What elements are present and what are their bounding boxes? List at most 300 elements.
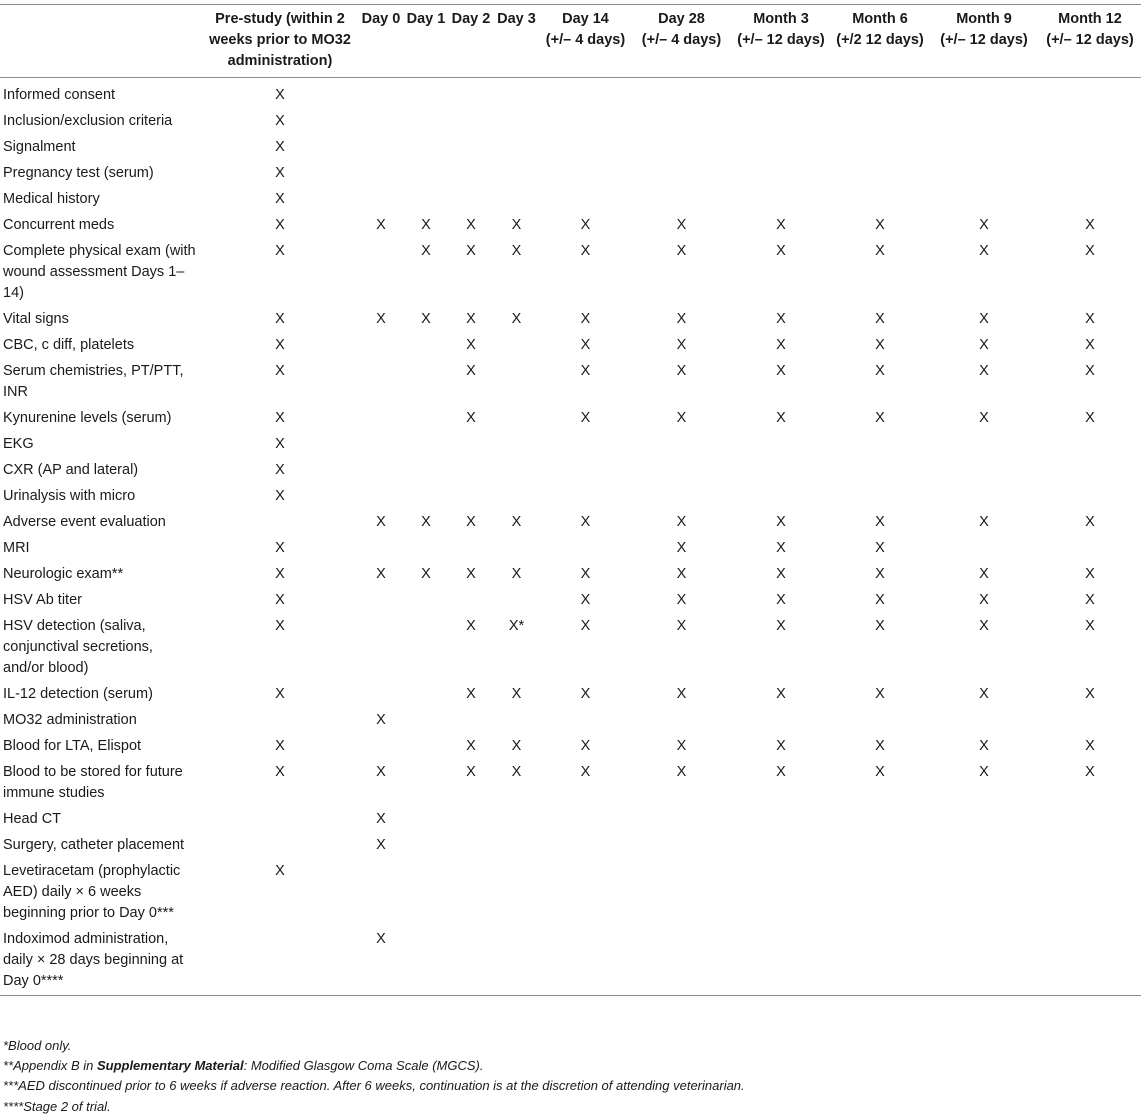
- mark-cell: [202, 833, 358, 859]
- mark-cell: X: [580, 592, 591, 608]
- mark-cell: [929, 135, 1039, 161]
- table-row: [0, 307, 1141, 333]
- activity-cell: Vital signs: [3, 311, 69, 327]
- mark-cell: [494, 833, 539, 859]
- table-row: [0, 562, 1141, 588]
- table-row: [0, 859, 1141, 927]
- mark-cell: [539, 927, 632, 996]
- mark-cell: X: [875, 764, 885, 780]
- mark-cell: [632, 708, 731, 734]
- activity-cell: IL-12 detection (serum): [3, 686, 153, 702]
- mark-cell: X: [511, 243, 522, 259]
- mark-cell: [929, 161, 1039, 187]
- mark-cell: [404, 859, 448, 927]
- mark-cell: [632, 859, 731, 927]
- mark-cell: X: [580, 514, 591, 530]
- activity-cell: Levetiracetam (prophylactic AED) daily × 6 weeks beginning prior to Day 0***: [3, 863, 181, 921]
- footnote-2: [3, 1056, 745, 1076]
- mark-cell: X: [580, 217, 591, 233]
- mark-cell: X: [979, 592, 989, 608]
- mark-cell: X: [275, 139, 285, 155]
- mark-cell: X: [421, 217, 431, 233]
- mark-cell: X: [580, 566, 591, 582]
- activity-cell: Complete physical exam (with wound assessment Days 1–14): [3, 243, 196, 301]
- mark-cell: [539, 536, 632, 562]
- table-row: [0, 458, 1141, 484]
- mark-cell: [494, 432, 539, 458]
- header-line: (+/– 12 days): [940, 32, 1028, 48]
- mark-cell: X: [358, 927, 404, 996]
- mark-cell: X: [376, 311, 386, 327]
- mark-cell: X: [676, 618, 687, 634]
- mark-cell: X: [676, 410, 687, 426]
- mark-cell: [448, 187, 494, 213]
- mark-cell: [358, 161, 404, 187]
- mark-cell: X: [1085, 363, 1095, 379]
- mark-cell: X: [676, 686, 687, 702]
- mark-cell: [404, 333, 448, 359]
- mark-cell: X: [466, 738, 476, 754]
- mark-cell: X: [466, 566, 476, 582]
- header-line: administration): [227, 53, 333, 69]
- mark-cell: [632, 135, 731, 161]
- mark-cell: [448, 833, 494, 859]
- header-line: Month 6: [852, 11, 908, 27]
- mark-cell: [731, 859, 831, 927]
- mark-cell: [494, 588, 539, 614]
- schedule-of-events-table: [0, 4, 1141, 996]
- mark-cell: X: [979, 514, 989, 530]
- mark-cell: [494, 484, 539, 510]
- header-cell-7: [632, 5, 731, 78]
- mark-cell: [731, 135, 831, 161]
- footnote-2-bold: Supplementary Material: [96, 1058, 244, 1074]
- mark-cell: X: [275, 165, 285, 181]
- mark-cell: [831, 187, 929, 213]
- mark-cell: [539, 109, 632, 135]
- activity-cell: MO32 administration: [3, 712, 137, 728]
- mark-cell: [202, 708, 358, 734]
- mark-cell: [358, 536, 404, 562]
- mark-cell: X: [376, 217, 386, 233]
- activity-cell: Adverse event evaluation: [3, 514, 166, 530]
- mark-cell: X: [875, 410, 885, 426]
- mark-cell: [448, 78, 494, 110]
- mark-cell: X: [376, 764, 386, 780]
- mark-cell: X: [875, 738, 885, 754]
- mark-cell: X: [776, 738, 786, 754]
- mark-cell: [358, 682, 404, 708]
- mark-cell: X: [421, 311, 431, 327]
- mark-cell: [448, 458, 494, 484]
- mark-cell: [202, 510, 358, 536]
- mark-cell: X: [875, 566, 885, 582]
- mark-cell: X: [1085, 566, 1095, 582]
- mark-cell: X: [275, 618, 285, 634]
- mark-cell: X: [466, 686, 476, 702]
- mark-cell: [831, 708, 929, 734]
- header-line: Month 12: [1058, 11, 1122, 27]
- mark-cell: [1039, 833, 1141, 859]
- mark-cell: X: [275, 764, 285, 780]
- activity-cell: Neurologic exam**: [3, 566, 124, 582]
- mark-cell: [929, 927, 1039, 996]
- activity-cell: Informed consent: [3, 87, 116, 103]
- mark-cell: [929, 78, 1039, 110]
- table-row: [0, 135, 1141, 161]
- mark-cell: X: [979, 618, 989, 634]
- mark-cell: X: [1085, 243, 1095, 259]
- mark-cell: X: [776, 764, 786, 780]
- mark-cell: X: [979, 363, 989, 379]
- mark-cell: [404, 135, 448, 161]
- mark-cell: X: [275, 592, 285, 608]
- header-line: Day 2: [451, 11, 491, 27]
- mark-cell: X*: [508, 618, 525, 634]
- header-cell-2: [358, 5, 404, 78]
- activity-cell: Urinalysis with micro: [3, 488, 136, 504]
- mark-cell: [358, 239, 404, 307]
- header-line: weeks prior to MO32: [209, 32, 351, 48]
- mark-cell: [358, 859, 404, 927]
- mark-cell: [358, 359, 404, 406]
- header-cell-3: [404, 5, 448, 78]
- mark-cell: [929, 807, 1039, 833]
- mark-cell: X: [580, 363, 591, 379]
- header-cell-8: [731, 5, 831, 78]
- mark-cell: [929, 109, 1039, 135]
- mark-cell: [358, 135, 404, 161]
- mark-cell: X: [511, 514, 522, 530]
- table-row: [0, 708, 1141, 734]
- mark-cell: X: [421, 566, 431, 582]
- header-cell-1: [202, 5, 358, 78]
- mark-cell: X: [1085, 311, 1095, 327]
- header-line: Day 0: [361, 11, 401, 27]
- mark-cell: [358, 614, 404, 682]
- mark-cell: X: [275, 488, 285, 504]
- header-line: Month 9: [956, 11, 1012, 27]
- mark-cell: X: [875, 686, 885, 702]
- mark-cell: [831, 432, 929, 458]
- mark-cell: X: [275, 863, 285, 879]
- activity-cell: Inclusion/exclusion criteria: [3, 113, 173, 129]
- mark-cell: X: [875, 311, 885, 327]
- footnote-3: ***AED discontinued prior to 6 weeks if adverse reaction. After 6 weeks, continuation is at the discretion of attending veterinarian.: [3, 1078, 745, 1094]
- mark-cell: [358, 734, 404, 760]
- mark-cell: [404, 536, 448, 562]
- mark-cell: X: [376, 566, 386, 582]
- mark-cell: [358, 432, 404, 458]
- mark-cell: X: [979, 566, 989, 582]
- mark-cell: [831, 484, 929, 510]
- mark-cell: X: [275, 113, 285, 129]
- mark-cell: X: [275, 311, 285, 327]
- mark-cell: [448, 161, 494, 187]
- mark-cell: [404, 78, 448, 110]
- mark-cell: X: [676, 514, 687, 530]
- activity-cell: Kynurenine levels (serum): [3, 410, 172, 426]
- mark-cell: [448, 927, 494, 996]
- mark-cell: X: [776, 410, 786, 426]
- mark-cell: [448, 708, 494, 734]
- table-row: [0, 510, 1141, 536]
- mark-cell: [358, 588, 404, 614]
- activity-cell: Pregnancy test (serum): [3, 165, 154, 181]
- mark-cell: [539, 807, 632, 833]
- mark-cell: X: [421, 514, 431, 530]
- mark-cell: [731, 187, 831, 213]
- mark-cell: X: [979, 311, 989, 327]
- mark-cell: [404, 432, 448, 458]
- table-row: [0, 213, 1141, 239]
- table-footnotes: [3, 1036, 745, 1117]
- mark-cell: X: [676, 566, 687, 582]
- mark-cell: [202, 927, 358, 996]
- mark-cell: X: [466, 243, 476, 259]
- mark-cell: [1039, 807, 1141, 833]
- mark-cell: [929, 458, 1039, 484]
- mark-cell: X: [875, 363, 885, 379]
- mark-cell: [731, 708, 831, 734]
- activity-cell: CBC, c diff, platelets: [3, 337, 135, 353]
- mark-cell: X: [275, 436, 285, 452]
- mark-cell: X: [979, 686, 989, 702]
- mark-cell: [831, 927, 929, 996]
- table-row: [0, 588, 1141, 614]
- mark-cell: [404, 614, 448, 682]
- mark-cell: X: [875, 243, 885, 259]
- table-row: [0, 333, 1141, 359]
- mark-cell: X: [776, 311, 786, 327]
- mark-cell: X: [466, 764, 476, 780]
- mark-cell: X: [1085, 618, 1095, 634]
- mark-cell: [632, 484, 731, 510]
- mark-cell: X: [376, 837, 386, 853]
- mark-cell: [404, 708, 448, 734]
- mark-cell: [539, 458, 632, 484]
- mark-cell: [202, 807, 358, 833]
- mark-cell: [358, 406, 404, 432]
- header-cell-6: [539, 5, 632, 78]
- mark-cell: X: [979, 243, 989, 259]
- mark-cell: X: [466, 337, 476, 353]
- table-row: [0, 109, 1141, 135]
- mark-cell: X: [676, 592, 687, 608]
- mark-cell: X: [275, 686, 285, 702]
- mark-cell: [494, 78, 539, 110]
- mark-cell: [358, 333, 404, 359]
- table-row: [0, 359, 1141, 406]
- mark-cell: X: [1085, 686, 1095, 702]
- mark-cell: [494, 359, 539, 406]
- mark-cell: [831, 109, 929, 135]
- table-row: [0, 161, 1141, 187]
- table-row: [0, 734, 1141, 760]
- mark-cell: X: [676, 363, 687, 379]
- mark-cell: [831, 458, 929, 484]
- mark-cell: [404, 682, 448, 708]
- mark-cell: X: [1085, 738, 1095, 754]
- mark-cell: X: [979, 337, 989, 353]
- mark-cell: X: [275, 217, 285, 233]
- mark-cell: [1039, 135, 1141, 161]
- table-row: [0, 682, 1141, 708]
- mark-cell: [831, 78, 929, 110]
- mark-cell: X: [676, 738, 687, 754]
- mark-cell: [404, 458, 448, 484]
- activity-cell: Blood for LTA, Elispot: [3, 738, 142, 754]
- table-row: [0, 406, 1141, 432]
- mark-cell: X: [376, 811, 386, 827]
- mark-cell: X: [511, 217, 522, 233]
- mark-cell: [929, 708, 1039, 734]
- table-row: [0, 760, 1141, 807]
- mark-cell: X: [275, 243, 285, 259]
- mark-cell: [494, 333, 539, 359]
- mark-cell: [358, 78, 404, 110]
- mark-cell: X: [511, 311, 522, 327]
- mark-cell: [494, 927, 539, 996]
- mark-cell: [632, 109, 731, 135]
- header-line: Month 3: [753, 11, 809, 27]
- table-row: [0, 807, 1141, 833]
- header-line: Pre-study (within 2: [215, 11, 345, 27]
- mark-cell: [404, 588, 448, 614]
- activity-cell: Blood to be stored for future immune studies: [3, 764, 183, 801]
- mark-cell: [929, 859, 1039, 927]
- mark-cell: [539, 187, 632, 213]
- mark-cell: [448, 807, 494, 833]
- mark-cell: X: [275, 738, 285, 754]
- mark-cell: [539, 484, 632, 510]
- mark-cell: X: [511, 738, 522, 754]
- mark-cell: [1039, 484, 1141, 510]
- mark-cell: X: [979, 738, 989, 754]
- activity-cell: Surgery, catheter placement: [3, 837, 185, 853]
- activity-cell: Signalment: [3, 139, 76, 155]
- mark-cell: X: [466, 410, 476, 426]
- mark-cell: X: [776, 243, 786, 259]
- header-cell-9: [831, 5, 929, 78]
- header-line: (+/2 12 days): [836, 32, 924, 48]
- activity-cell: Medical history: [3, 191, 100, 207]
- activity-cell: HSV detection (saliva, conjunctival secretions, and/or blood): [3, 618, 153, 676]
- mark-cell: [448, 484, 494, 510]
- header-line: (+/– 4 days): [641, 32, 722, 48]
- mark-cell: [731, 78, 831, 110]
- mark-cell: [1039, 859, 1141, 927]
- mark-cell: [404, 807, 448, 833]
- mark-cell: X: [979, 410, 989, 426]
- footnote-1: *Blood only.: [3, 1038, 72, 1053]
- mark-cell: [929, 187, 1039, 213]
- mark-cell: X: [275, 462, 285, 478]
- mark-cell: [1039, 109, 1141, 135]
- mark-cell: [448, 536, 494, 562]
- mark-cell: X: [875, 217, 885, 233]
- mark-cell: X: [376, 514, 386, 530]
- mark-cell: X: [580, 686, 591, 702]
- mark-cell: X: [580, 410, 591, 426]
- mark-cell: [831, 833, 929, 859]
- mark-cell: X: [466, 618, 476, 634]
- mark-cell: X: [875, 514, 885, 530]
- mark-cell: [831, 135, 929, 161]
- mark-cell: X: [676, 217, 687, 233]
- mark-cell: X: [580, 618, 591, 634]
- mark-cell: X: [421, 243, 431, 259]
- mark-cell: X: [275, 540, 285, 556]
- mark-cell: [404, 109, 448, 135]
- footnote-2-suffix: : Modified Glasgow Coma Scale (MGCS).: [243, 1058, 484, 1074]
- mark-cell: X: [376, 712, 386, 728]
- mark-cell: X: [466, 217, 476, 233]
- table-row: [0, 536, 1141, 562]
- mark-cell: X: [580, 243, 591, 259]
- mark-cell: [494, 708, 539, 734]
- mark-cell: [929, 833, 1039, 859]
- header-cell-4: [448, 5, 494, 78]
- mark-cell: [494, 406, 539, 432]
- mark-cell: [448, 109, 494, 135]
- table-header-row: [0, 5, 1141, 78]
- mark-cell: X: [580, 738, 591, 754]
- mark-cell: X: [875, 592, 885, 608]
- mark-cell: [929, 536, 1039, 562]
- mark-cell: [1039, 458, 1141, 484]
- mark-cell: [494, 859, 539, 927]
- mark-cell: [404, 161, 448, 187]
- mark-cell: [404, 187, 448, 213]
- activity-cell: EKG: [3, 436, 34, 452]
- mark-cell: X: [979, 217, 989, 233]
- mark-cell: [1039, 187, 1141, 213]
- mark-cell: [494, 187, 539, 213]
- mark-cell: [448, 432, 494, 458]
- mark-cell: [358, 458, 404, 484]
- mark-cell: X: [676, 311, 687, 327]
- mark-cell: X: [580, 764, 591, 780]
- mark-cell: [404, 359, 448, 406]
- header-line: Day 14: [562, 11, 609, 27]
- mark-cell: [539, 135, 632, 161]
- mark-cell: [539, 708, 632, 734]
- mark-cell: X: [676, 540, 687, 556]
- table-body: [0, 78, 1141, 996]
- table-row: [0, 239, 1141, 307]
- header-line: (+/– 4 days): [545, 32, 626, 48]
- mark-cell: [632, 161, 731, 187]
- mark-cell: X: [776, 566, 786, 582]
- mark-cell: X: [1085, 337, 1095, 353]
- mark-cell: [632, 833, 731, 859]
- mark-cell: [632, 927, 731, 996]
- mark-cell: X: [275, 337, 285, 353]
- mark-cell: [494, 458, 539, 484]
- table-row: [0, 927, 1141, 996]
- mark-cell: [1039, 927, 1141, 996]
- mark-cell: [494, 109, 539, 135]
- mark-cell: [731, 833, 831, 859]
- mark-cell: [731, 484, 831, 510]
- mark-cell: [494, 161, 539, 187]
- header-line: (+/– 12 days): [1046, 32, 1134, 48]
- mark-cell: [929, 484, 1039, 510]
- mark-cell: X: [1085, 592, 1095, 608]
- mark-cell: X: [776, 618, 786, 634]
- mark-cell: X: [511, 566, 522, 582]
